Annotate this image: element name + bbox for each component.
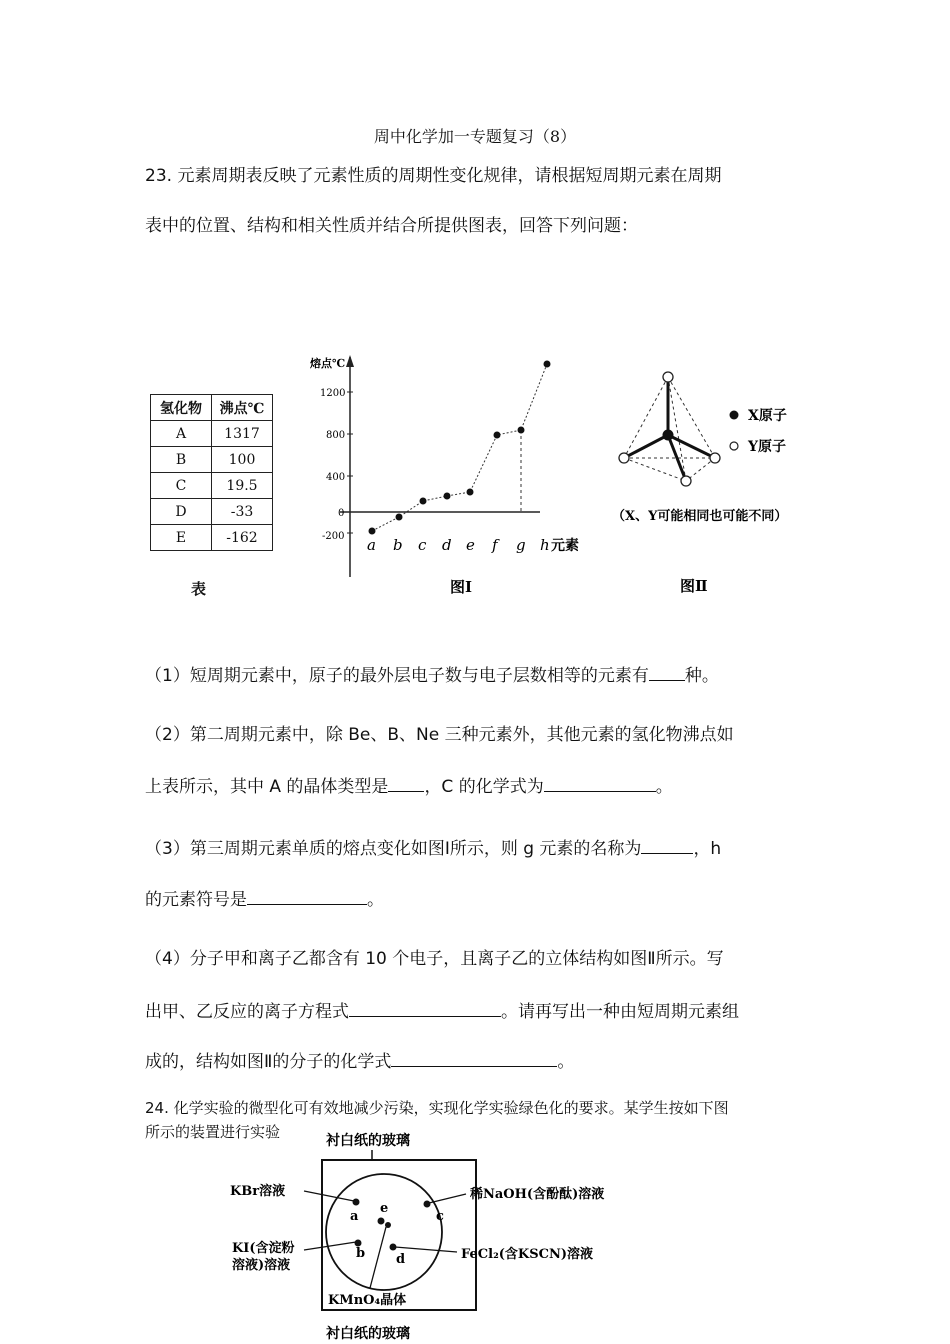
table-header: 氢化物 <box>151 395 212 421</box>
sub3-tail: 。 <box>367 890 384 910</box>
q23-sub1 <box>145 662 805 688</box>
ki-label-line1: KI(含淀粉 <box>232 1241 295 1256</box>
q23-sub2-line2 <box>145 773 805 799</box>
sub4-tail: 。 <box>557 1052 575 1072</box>
legend-x-label: X原子 <box>748 408 787 424</box>
y-atom <box>710 453 720 463</box>
table-cell: E <box>151 525 212 551</box>
drop-label-e: e <box>380 1201 389 1216</box>
tick-label: 0 <box>338 508 345 519</box>
x-label-a: a <box>367 536 376 554</box>
y-atom <box>681 476 691 486</box>
filter-paper-circle <box>326 1174 442 1290</box>
answer-blank[interactable] <box>391 1048 557 1067</box>
q24-line1: 24. 化学实验的微型化可有效地减少污染，实现化学实验绿色化的要求。某学生按如下图 <box>145 1099 729 1117</box>
table-row <box>151 473 273 499</box>
table-header: 沸点℃ <box>212 395 273 421</box>
table-row <box>151 421 273 447</box>
pointer-line <box>429 1194 466 1203</box>
bonds <box>624 377 715 481</box>
sub4-text2: 成的，结构如图Ⅱ的分子的化学式 <box>145 1052 392 1072</box>
q24-line2: 所示的装置进行实验 <box>145 1123 281 1141</box>
drop-label-b: b <box>356 1246 366 1261</box>
data-point-g <box>518 427 525 434</box>
sub2-tail: 。 <box>655 777 673 797</box>
data-point-f <box>494 432 501 439</box>
x-label-e: e <box>466 536 475 554</box>
drop-label-d: d <box>396 1252 406 1267</box>
answer-blank[interactable] <box>388 773 424 792</box>
y-axis-label: 熔点℃ <box>310 357 346 370</box>
answer-blank[interactable] <box>349 998 501 1017</box>
x-axis-suffix: 元素 <box>551 538 579 554</box>
x-atom <box>663 430 674 441</box>
tick-label: 800 <box>326 430 346 441</box>
answer-blank[interactable] <box>641 835 693 854</box>
data-point-c <box>420 498 427 505</box>
data-point-a <box>369 528 376 535</box>
ki-label-line2: 溶液)溶液 <box>232 1258 291 1273</box>
fecl2-label: FeCl₂(含KSCN)溶液 <box>461 1247 593 1262</box>
x-label-h: h <box>540 536 550 554</box>
legend-x-marker <box>730 411 739 420</box>
hydride-table <box>150 394 273 551</box>
q23-sub4-line3 <box>145 1048 805 1074</box>
series-line <box>372 364 547 531</box>
kbr-label: KBr溶液 <box>230 1184 286 1199</box>
legend-y-label: Y原子 <box>748 439 786 455</box>
data-point-b <box>396 514 403 521</box>
pointer-line <box>370 1227 386 1288</box>
x-label-c: c <box>418 536 427 554</box>
table-cell: 100 <box>212 447 273 473</box>
sub3-text: （3）第三周期元素单质的熔点变化如图Ⅰ所示，则 g 元素的名称为 <box>145 839 642 859</box>
sub3-mid: ，h <box>693 839 722 859</box>
y-axis-arrow <box>346 355 354 367</box>
table-cell: A <box>151 421 212 447</box>
drop-label-c: c <box>436 1209 444 1224</box>
answer-blank[interactable] <box>649 662 685 681</box>
table-cell: C <box>151 473 212 499</box>
sub2-mid: ，C 的化学式为 <box>424 777 544 797</box>
q23-sub4-line1: （4）分子甲和离子乙都含有 10 个电子，且离子乙的立体结构如图Ⅱ所示。写 <box>145 949 724 969</box>
naoh-label: 稀NaOH(含酚酞)溶液 <box>470 1187 605 1202</box>
top-glass-label: 衬白纸的玻璃 <box>326 1133 410 1149</box>
q23-sub2-line1: （2）第二周期元素中，除 Be、B、Ne 三种元素外，其他元素的氢化物沸点如 <box>145 725 734 745</box>
legend-y-marker <box>730 442 738 450</box>
sub1-text: （1）短周期元素中，原子的最外层电子数与电子层数相等的元素有 <box>145 666 649 686</box>
y-atom <box>619 453 629 463</box>
figure-1-caption: 图Ⅰ <box>450 578 473 596</box>
table-cell: -162 <box>212 525 273 551</box>
table-row <box>151 525 273 551</box>
bottom-glass-label: 衬白纸的玻璃 <box>326 1326 410 1342</box>
figure-1-chart <box>300 345 600 605</box>
q23-sub3-line2 <box>145 886 805 912</box>
answer-blank[interactable] <box>247 886 367 905</box>
answer-blank[interactable] <box>544 773 656 792</box>
sub4-text: 出甲、乙反应的离子方程式 <box>145 1002 349 1022</box>
drop-a <box>353 1199 360 1206</box>
q23-sub3-line1 <box>145 835 805 861</box>
q23-sub4-line2 <box>145 998 805 1024</box>
q23-intro-line2: 表中的位置、结构和相关性质并结合所提供图表，回答下列问题： <box>145 216 638 236</box>
tick-label: 400 <box>326 472 346 483</box>
table-caption: 表 <box>191 580 207 598</box>
page-title: 周中化学加一专题复习（8） <box>373 127 577 146</box>
data-point-d <box>444 493 451 500</box>
sub1-tail: 种。 <box>684 666 719 686</box>
q23-intro-line1: 23. 元素周期表反映了元素性质的周期性变化规律，请根据短周期元素在周期 <box>145 166 722 186</box>
q24-apparatus-figure <box>220 1128 640 1344</box>
drop-label-a: a <box>350 1209 359 1224</box>
pointer-line <box>304 1191 354 1201</box>
figure-2-note: （X、Y可能相同也可能不同） <box>612 509 788 524</box>
drop-c <box>424 1201 431 1208</box>
figure-2-structure <box>610 360 810 600</box>
table-row <box>151 447 273 473</box>
y-atom <box>663 372 673 382</box>
hydride-table-wrap <box>150 394 273 551</box>
data-point-e <box>467 489 474 496</box>
x-label-b: b <box>393 536 403 554</box>
tick-label: -200 <box>322 531 345 542</box>
table-cell: 19.5 <box>212 473 273 499</box>
table-cell: B <box>151 447 212 473</box>
table-cell: D <box>151 499 212 525</box>
pointer-line <box>304 1242 356 1250</box>
x-label-f: f <box>492 536 498 554</box>
tick-label: 1200 <box>320 388 346 399</box>
sub3-text2: 的元素符号是 <box>145 890 247 910</box>
table-cell: -33 <box>212 499 273 525</box>
sub2-text: 上表所示，其中 A 的晶体类型是 <box>145 777 389 797</box>
figure-2-caption: 图Ⅱ <box>680 577 708 595</box>
x-label-d: d <box>442 536 452 554</box>
sub4-mid: 。请再写出一种由短周期元素组 <box>501 1002 739 1022</box>
drop-e <box>378 1218 385 1225</box>
table-cell: 1317 <box>212 421 273 447</box>
kmno4-label: KMnO₄晶体 <box>328 1293 407 1308</box>
table-row <box>151 499 273 525</box>
x-label-g: g <box>516 536 526 554</box>
data-point-h <box>544 361 551 368</box>
